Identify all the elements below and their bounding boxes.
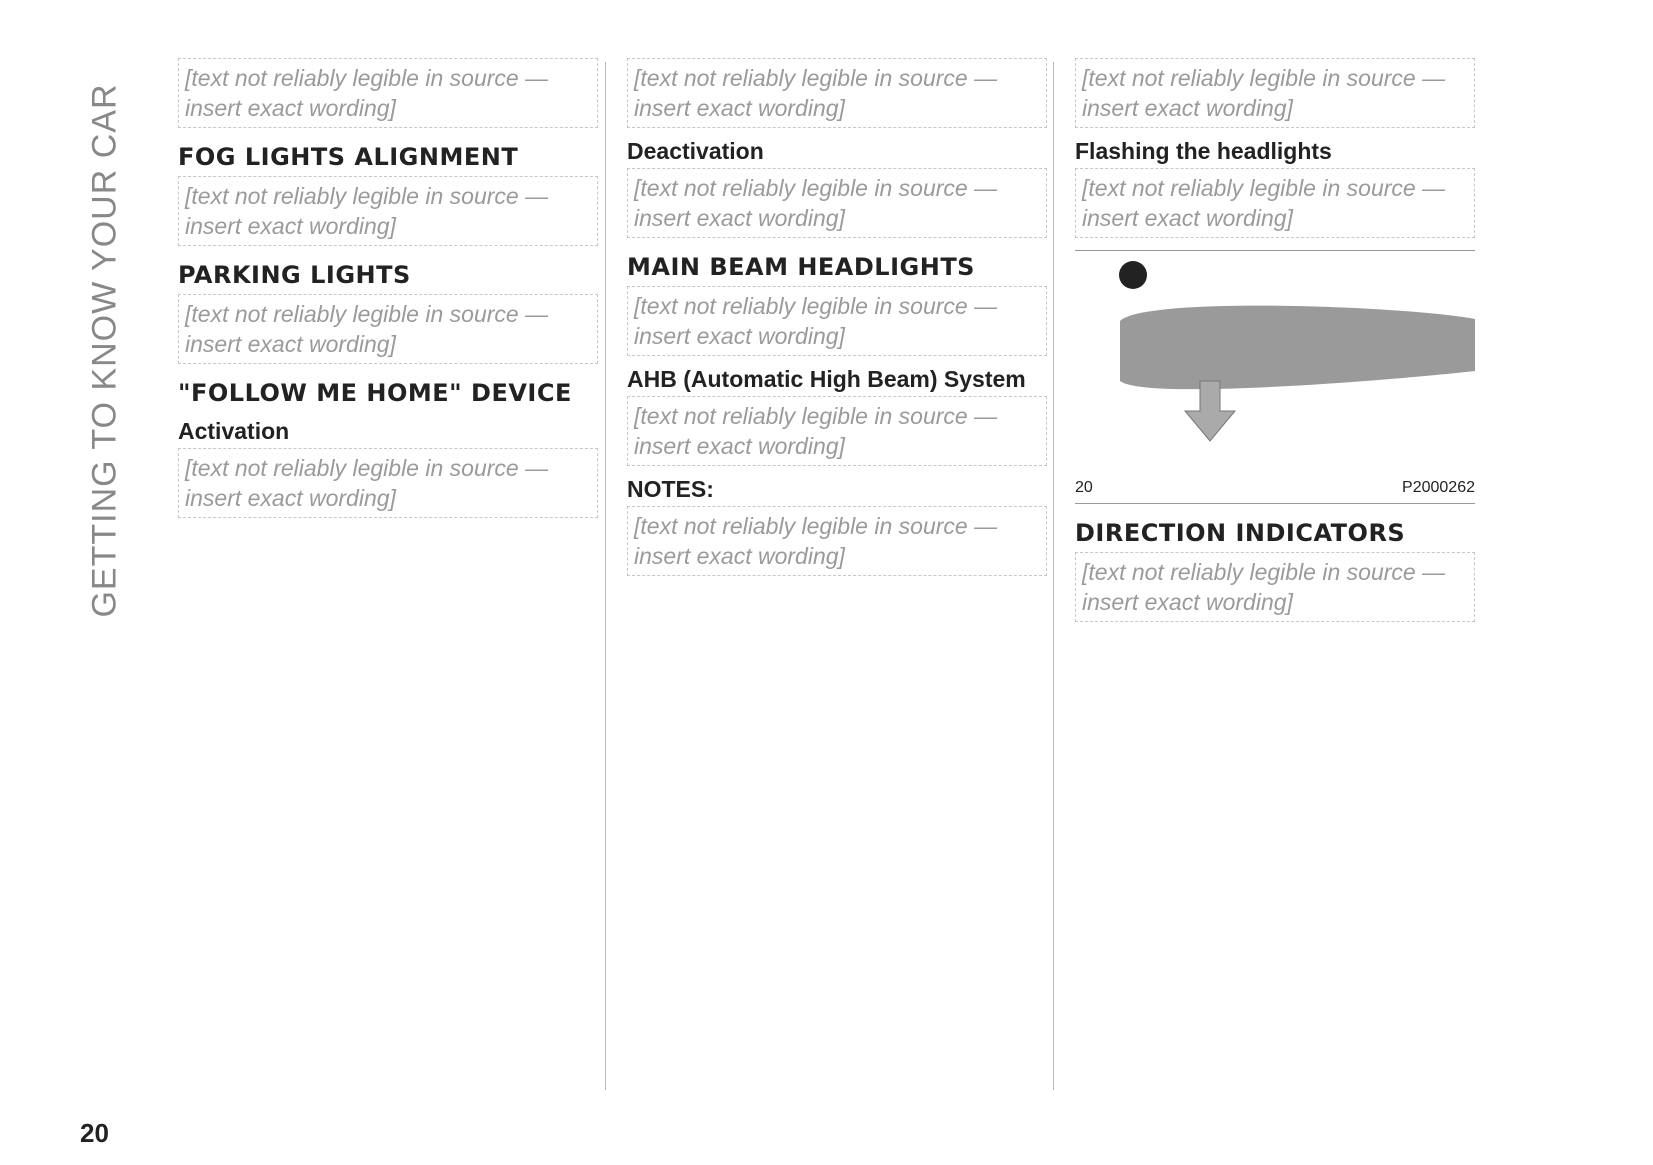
text-block-placeholder: [text not reliably legible in source — insert exact wording] xyxy=(178,176,598,246)
figure-caption xyxy=(1075,471,1475,503)
text-block-placeholder: [text not reliably legible in source — insert exact wording] xyxy=(178,58,598,128)
direction-indicators-heading: DIRECTION INDICATORS xyxy=(1075,519,1406,547)
column-3 xyxy=(1075,56,1475,624)
column-1 xyxy=(178,56,598,520)
notes-heading: NOTES: xyxy=(627,476,714,502)
fog-lights-heading: FOG LIGHTS ALIGNMENT xyxy=(178,143,519,171)
text-block-placeholder: [text not reliably legible in source — insert exact wording] xyxy=(627,286,1047,356)
page-number: 20 xyxy=(80,1118,109,1148)
text-block-placeholder: [text not reliably legible in source — insert exact wording] xyxy=(178,294,598,364)
callout-1-icon xyxy=(1119,261,1147,289)
text-block-placeholder: [text not reliably legible in source — insert exact wording] xyxy=(627,58,1047,128)
text-block-placeholder: [text not reliably legible in source — insert exact wording] xyxy=(1075,58,1475,128)
column-2 xyxy=(627,56,1047,578)
text-block-placeholder: [text not reliably legible in source — insert exact wording] xyxy=(178,448,598,518)
figure-number: 20 xyxy=(1075,479,1093,496)
stalk-body xyxy=(1120,306,1475,390)
text-block-placeholder: [text not reliably legible in source — insert exact wording] xyxy=(1075,168,1475,238)
text-block-placeholder: [text not reliably legible in source — insert exact wording] xyxy=(1075,552,1475,622)
side-section-title: GETTING TO KNOW YOUR CAR xyxy=(85,82,124,618)
flashing-heading: Flashing the headlights xyxy=(1075,138,1332,164)
main-beam-heading: MAIN BEAM HEADLIGHTS xyxy=(627,253,975,281)
column-divider xyxy=(1053,62,1054,1090)
text-block-placeholder: [text not reliably legible in source — insert exact wording] xyxy=(627,168,1047,238)
text-block-placeholder: [text not reliably legible in source — insert exact wording] xyxy=(627,506,1047,576)
stalk-illustration xyxy=(1075,251,1475,471)
parking-lights-heading: PARKING LIGHTS xyxy=(178,261,411,289)
ahb-heading: AHB (Automatic High Beam) System xyxy=(627,366,1026,392)
figure-code: P2000262 xyxy=(1402,479,1475,496)
pull-arrow-icon xyxy=(1185,381,1235,441)
follow-me-home-heading: "FOLLOW ME HOME" DEVICE xyxy=(178,379,572,407)
column-divider xyxy=(605,62,606,1090)
stalk-figure xyxy=(1075,250,1475,504)
activation-heading: Activation xyxy=(178,418,290,444)
text-block-placeholder: [text not reliably legible in source — insert exact wording] xyxy=(627,396,1047,466)
deactivation-heading: Deactivation xyxy=(627,138,764,164)
